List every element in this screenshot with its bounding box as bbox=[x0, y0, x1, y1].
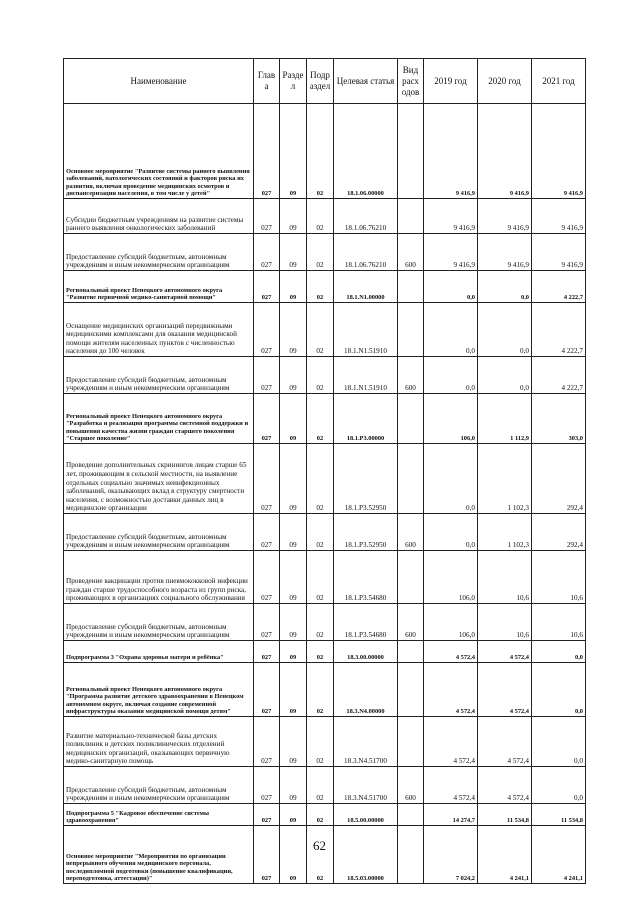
cell-vid bbox=[398, 663, 424, 717]
cell-y2021: 9 416,9 bbox=[532, 104, 586, 199]
cell-vid bbox=[398, 199, 424, 234]
header-article: Целевая статья bbox=[334, 59, 398, 104]
cell-podrazdel: 02 bbox=[307, 804, 334, 826]
cell-glava: 027 bbox=[254, 271, 280, 303]
cell-vid: 600 bbox=[398, 514, 424, 551]
cell-article: 18.5.00.00000 bbox=[334, 804, 398, 826]
cell-razdel: 09 bbox=[280, 826, 307, 884]
table-row bbox=[64, 663, 586, 717]
cell-razdel: 09 bbox=[280, 199, 307, 234]
cell-y2019: 0,0 bbox=[424, 271, 478, 303]
cell-article: 18.1.06.76210 bbox=[334, 199, 398, 234]
cell-vid bbox=[398, 717, 424, 767]
cell-glava: 027 bbox=[254, 804, 280, 826]
cell-article: 18.1.P3.00000 bbox=[334, 394, 398, 444]
cell-y2019: 106,0 bbox=[424, 551, 478, 604]
cell-y2019: 4 572,4 bbox=[424, 717, 478, 767]
cell-podrazdel: 02 bbox=[307, 444, 334, 514]
cell-y2019: 14 274,7 bbox=[424, 804, 478, 826]
cell-podrazdel: 02 bbox=[307, 234, 334, 271]
table-row bbox=[64, 804, 586, 826]
header-2019: 2019 год bbox=[424, 59, 478, 104]
cell-razdel: 09 bbox=[280, 551, 307, 604]
table-row bbox=[64, 641, 586, 663]
cell-glava: 027 bbox=[254, 199, 280, 234]
table-row bbox=[64, 303, 586, 357]
cell-article: 18.1.06.76210 bbox=[334, 234, 398, 271]
cell-glava: 027 bbox=[254, 303, 280, 357]
cell-article: 18.1.N1.00000 bbox=[334, 271, 398, 303]
cell-podrazdel: 02 bbox=[307, 357, 334, 394]
table-row bbox=[64, 271, 586, 303]
cell-article: 18.1.P3.52950 bbox=[334, 444, 398, 514]
cell-podrazdel: 02 bbox=[307, 394, 334, 444]
cell-y2020: 4 241,1 bbox=[478, 826, 532, 884]
cell-y2019: 9 416,9 bbox=[424, 104, 478, 199]
cell-glava: 027 bbox=[254, 104, 280, 199]
budget-table bbox=[63, 58, 586, 884]
cell-name: Региональный проект Ненецкого автономного округа "Программа развитие детского здравоохранения в Ненецком автономном округе, включая создание современной инфраструктуры оказания медицинской помощи детям" bbox=[64, 663, 254, 717]
cell-y2019: 0,0 bbox=[424, 514, 478, 551]
cell-article: 18.1.P3.54680 bbox=[334, 551, 398, 604]
table-row bbox=[64, 717, 586, 767]
cell-y2019: 106,0 bbox=[424, 394, 478, 444]
cell-y2019: 9 416,9 bbox=[424, 234, 478, 271]
cell-y2020: 4 572,4 bbox=[478, 767, 532, 804]
table-row bbox=[64, 514, 586, 551]
table-row bbox=[64, 234, 586, 271]
cell-vid bbox=[398, 826, 424, 884]
cell-razdel: 09 bbox=[280, 641, 307, 663]
cell-y2020: 0,0 bbox=[478, 271, 532, 303]
cell-glava: 027 bbox=[254, 234, 280, 271]
cell-vid bbox=[398, 444, 424, 514]
cell-vid bbox=[398, 551, 424, 604]
cell-name: Предоставление субсидий бюджетным, автономным учреждениям и иным некоммерческим организациям bbox=[64, 514, 254, 551]
cell-glava: 027 bbox=[254, 604, 280, 641]
header-2021: 2021 год bbox=[532, 59, 586, 104]
cell-glava: 027 bbox=[254, 663, 280, 717]
cell-y2021: 11 534,8 bbox=[532, 804, 586, 826]
cell-vid: 600 bbox=[398, 767, 424, 804]
cell-glava: 027 bbox=[254, 357, 280, 394]
cell-y2019: 0,0 bbox=[424, 303, 478, 357]
cell-article: 18.3.00.00000 bbox=[334, 641, 398, 663]
cell-vid bbox=[398, 394, 424, 444]
cell-y2019: 7 024,2 bbox=[424, 826, 478, 884]
cell-y2021: 292,4 bbox=[532, 444, 586, 514]
cell-name: Субсидии бюджетным учреждениям на развитие системы раннего выявления онкологических заболеваний bbox=[64, 199, 254, 234]
cell-y2020: 10,6 bbox=[478, 604, 532, 641]
cell-vid: 600 bbox=[398, 604, 424, 641]
cell-podrazdel: 02 bbox=[307, 514, 334, 551]
cell-name: Проведение дополнительных скринингов лицам старше 65 лет, проживающим в сельской местности, на выявление отдельных социально значимых неинфекционных заболеваний, оказывающих вклад в структуру смертности населения, с возможностью доставки данных лиц в медицинские организации bbox=[64, 444, 254, 514]
cell-glava: 027 bbox=[254, 514, 280, 551]
cell-y2019: 4 572,4 bbox=[424, 767, 478, 804]
cell-name: Предоставление субсидий бюджетным, автономным учреждениям и иным некоммерческим организациям bbox=[64, 357, 254, 394]
cell-glava: 027 bbox=[254, 717, 280, 767]
cell-y2021: 9 416,9 bbox=[532, 199, 586, 234]
table-row bbox=[64, 394, 586, 444]
cell-name: Региональный проект Ненецкого автономного округа "Развитие первичной медико-санитарной помощи" bbox=[64, 271, 254, 303]
cell-y2020: 9 416,9 bbox=[478, 199, 532, 234]
cell-vid bbox=[398, 104, 424, 199]
cell-y2021: 10,6 bbox=[532, 604, 586, 641]
cell-name: Оснащение медицинских организаций передвижными медицинскими комплексами для оказания медицинской помощи жителям населенных пунктов с численностью населения до 100 человек bbox=[64, 303, 254, 357]
cell-podrazdel: 02 bbox=[307, 663, 334, 717]
table-row bbox=[64, 444, 586, 514]
cell-y2021: 4 222,7 bbox=[532, 271, 586, 303]
table-row bbox=[64, 199, 586, 234]
cell-vid bbox=[398, 303, 424, 357]
cell-y2020: 1 102,3 bbox=[478, 444, 532, 514]
cell-y2020: 4 572,4 bbox=[478, 663, 532, 717]
cell-glava: 027 bbox=[254, 641, 280, 663]
cell-glava: 027 bbox=[254, 444, 280, 514]
cell-name: Основное мероприятие "Развитие системы раннего выявления заболеваний, патологических состояний и факторов риска их развития, включая проведение медицинских осмотров и диспансеризации населения, в том числе у детей" bbox=[64, 104, 254, 199]
cell-razdel: 09 bbox=[280, 604, 307, 641]
cell-name: Предоставление субсидий бюджетным, автономным учреждениям и иным некоммерческим организациям bbox=[64, 604, 254, 641]
cell-vid bbox=[398, 271, 424, 303]
cell-y2020: 11 534,8 bbox=[478, 804, 532, 826]
page-number: 62 bbox=[313, 838, 326, 853]
table-row bbox=[64, 551, 586, 604]
cell-y2019: 9 416,9 bbox=[424, 199, 478, 234]
cell-podrazdel: 02 bbox=[307, 271, 334, 303]
cell-article: 18.1.P3.54680 bbox=[334, 604, 398, 641]
cell-razdel: 09 bbox=[280, 104, 307, 199]
cell-y2019: 0,0 bbox=[424, 444, 478, 514]
cell-name: Основное мероприятие "Мероприятия по организации непрерывного обучения медицинского персонала, последипломной подготовки (повышение квалификации, переподготовка, аттестации)" bbox=[64, 826, 254, 884]
cell-y2020: 9 416,9 bbox=[478, 104, 532, 199]
cell-y2019: 4 572,4 bbox=[424, 641, 478, 663]
cell-name: Подпрограмма 5 "Кадровое обеспечение системы здравоохранения" bbox=[64, 804, 254, 826]
cell-y2021: 0,0 bbox=[532, 767, 586, 804]
cell-razdel: 09 bbox=[280, 804, 307, 826]
cell-y2021: 10,6 bbox=[532, 551, 586, 604]
cell-vid: 600 bbox=[398, 357, 424, 394]
cell-y2020: 0,0 bbox=[478, 303, 532, 357]
cell-article: 18.1.06.00000 bbox=[334, 104, 398, 199]
table-row bbox=[64, 767, 586, 804]
cell-podrazdel: 02 bbox=[307, 717, 334, 767]
cell-y2019: 4 572,4 bbox=[424, 663, 478, 717]
cell-name: Подпрограмма 3 "Охрана здоровья матери и ребёнка" bbox=[64, 641, 254, 663]
cell-razdel: 09 bbox=[280, 514, 307, 551]
cell-y2019: 106,0 bbox=[424, 604, 478, 641]
cell-name: Предоставление субсидий бюджетным, автономным учреждениям и иным некоммерческим организациям bbox=[64, 234, 254, 271]
cell-article: 18.1.N1.51910 bbox=[334, 303, 398, 357]
cell-podrazdel: 02 bbox=[307, 604, 334, 641]
header-glava: Глав а bbox=[254, 59, 280, 104]
cell-y2021: 0,0 bbox=[532, 717, 586, 767]
table-header-row bbox=[64, 59, 586, 104]
header-podrazdel: Подр аздел bbox=[307, 59, 334, 104]
cell-y2021: 4 222,7 bbox=[532, 357, 586, 394]
cell-y2020: 1 102,3 bbox=[478, 514, 532, 551]
cell-razdel: 09 bbox=[280, 234, 307, 271]
cell-y2021: 4 241,1 bbox=[532, 826, 586, 884]
table-row bbox=[64, 826, 586, 884]
cell-y2019: 0,0 bbox=[424, 357, 478, 394]
cell-glava: 027 bbox=[254, 551, 280, 604]
cell-article: 18.1.P3.52950 bbox=[334, 514, 398, 551]
cell-article: 18.5.03.00000 bbox=[334, 826, 398, 884]
cell-article: 18.3.N4.51700 bbox=[334, 767, 398, 804]
cell-y2020: 1 112,9 bbox=[478, 394, 532, 444]
table-row bbox=[64, 357, 586, 394]
header-razdel: Разде л bbox=[280, 59, 307, 104]
cell-y2021: 0,0 bbox=[532, 663, 586, 717]
cell-name: Предоставление субсидий бюджетным, автономным учреждениям и иным некоммерческим организациям bbox=[64, 767, 254, 804]
cell-glava: 027 bbox=[254, 767, 280, 804]
table-row bbox=[64, 604, 586, 641]
cell-podrazdel: 02 bbox=[307, 104, 334, 199]
header-name: Наименование bbox=[64, 59, 254, 104]
cell-podrazdel: 02 bbox=[307, 551, 334, 604]
cell-podrazdel: 02 bbox=[307, 641, 334, 663]
cell-y2020: 10,6 bbox=[478, 551, 532, 604]
cell-razdel: 09 bbox=[280, 271, 307, 303]
header-vid: Вид расх одов bbox=[398, 59, 424, 104]
cell-podrazdel: 02 bbox=[307, 199, 334, 234]
table-row bbox=[64, 104, 586, 199]
cell-razdel: 09 bbox=[280, 357, 307, 394]
cell-name: Проведение вакцинации против пневмококковой инфекции граждан старше трудоспособного возраста из групп риска, проживающих в организациях социального обслуживания bbox=[64, 551, 254, 604]
cell-razdel: 09 bbox=[280, 767, 307, 804]
cell-razdel: 09 bbox=[280, 394, 307, 444]
cell-podrazdel: 02 bbox=[307, 767, 334, 804]
cell-y2021: 292,4 bbox=[532, 514, 586, 551]
header-2020: 2020 год bbox=[478, 59, 532, 104]
cell-y2020: 4 572,4 bbox=[478, 717, 532, 767]
cell-vid bbox=[398, 641, 424, 663]
cell-y2021: 4 222,7 bbox=[532, 303, 586, 357]
cell-y2020: 0,0 bbox=[478, 357, 532, 394]
cell-razdel: 09 bbox=[280, 717, 307, 767]
cell-glava: 027 bbox=[254, 826, 280, 884]
cell-podrazdel: 02 bbox=[307, 826, 334, 884]
cell-article: 18.3.N4.51700 bbox=[334, 717, 398, 767]
cell-y2021: 303,0 bbox=[532, 394, 586, 444]
cell-glava: 027 bbox=[254, 394, 280, 444]
cell-razdel: 09 bbox=[280, 663, 307, 717]
cell-name: Региональный проект Ненецкого автономного округа "Разработка и реализация программы системной поддержки и повышения качества жизни граждан старшего поколения "Старшее поколение" bbox=[64, 394, 254, 444]
cell-article: 18.1.N1.51910 bbox=[334, 357, 398, 394]
cell-y2021: 9 416,9 bbox=[532, 234, 586, 271]
cell-name: Развитие материально-технической базы детских поликлиник и детских поликлинических отделений медицинских организаций, оказывающих первичную медико-санитарную помощь bbox=[64, 717, 254, 767]
cell-razdel: 09 bbox=[280, 303, 307, 357]
cell-podrazdel: 02 bbox=[307, 303, 334, 357]
cell-y2020: 4 572,4 bbox=[478, 641, 532, 663]
cell-y2021: 0,0 bbox=[532, 641, 586, 663]
cell-razdel: 09 bbox=[280, 444, 307, 514]
cell-vid bbox=[398, 804, 424, 826]
cell-vid: 600 bbox=[398, 234, 424, 271]
cell-y2020: 9 416,9 bbox=[478, 234, 532, 271]
cell-article: 18.3.N4.00000 bbox=[334, 663, 398, 717]
